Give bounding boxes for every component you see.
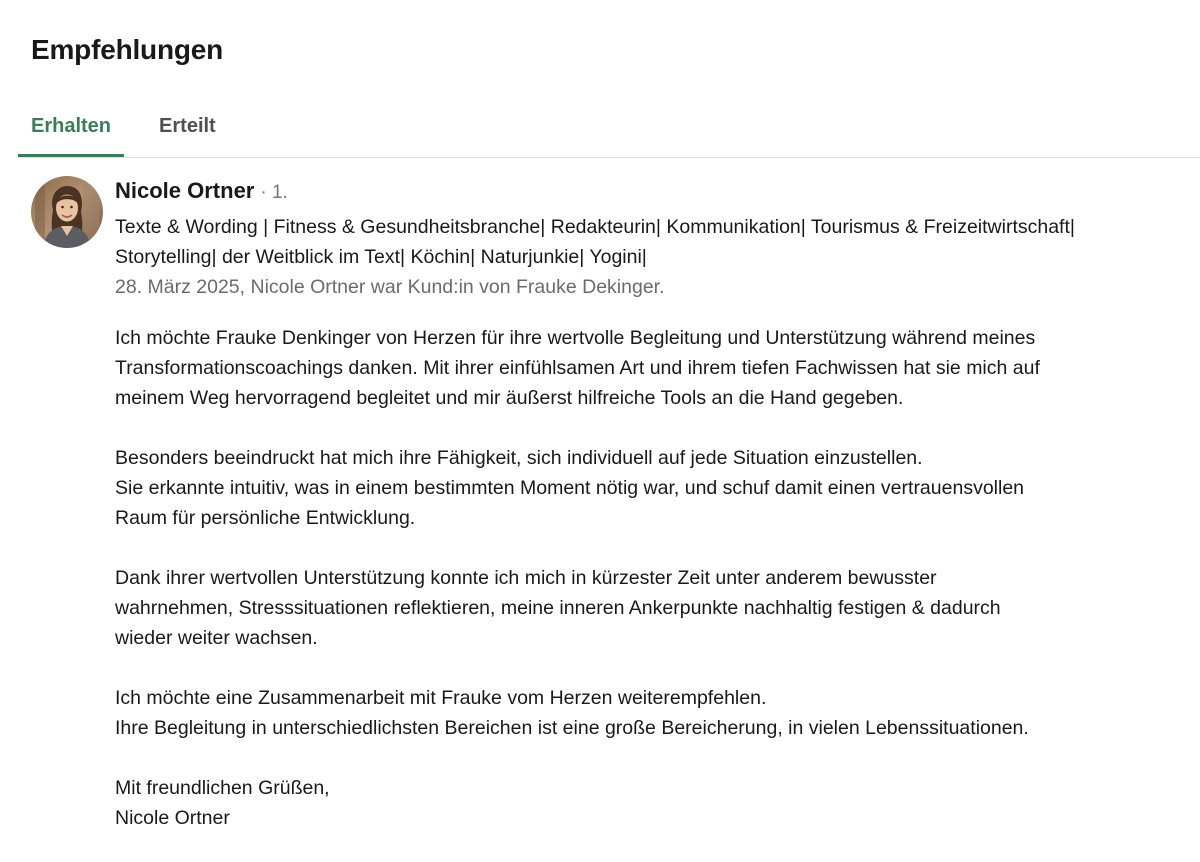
text-line: wieder weiter wachsen. [115, 627, 318, 649]
recommendation-signature [115, 773, 1175, 833]
text-line: Besonders beeindruckt hat mich ihre Fähigkeit, sich individuell auf jede Situation einzustellen. [115, 447, 923, 469]
recommender-headline [115, 212, 1175, 272]
connection-degree: · 1. [260, 182, 288, 203]
text-line: Ich möchte Frauke Denkinger von Herzen für ihre wertvolle Begleitung und Unterstützung während meines [115, 327, 1036, 349]
recommendation-date-relation: 28. März 2025, Nicole Ortner war Kund:in von Frauke Dekinger. [115, 276, 665, 298]
tab-received[interactable]: Erhalten [18, 96, 124, 157]
recommendation-paragraph [115, 683, 1175, 743]
text-line: Dank ihrer wertvollen Unterstützung konnte ich mich in kürzester Zeit unter anderem bewusster [115, 567, 937, 589]
recommendation-paragraph [115, 563, 1175, 653]
text-line: meinem Weg hervorragend begleitet und mir äußerst hilfreiche Tools an die Hand gegeben. [115, 387, 904, 409]
recommendation-body [115, 176, 1175, 833]
text-line: Mit freundlichen Grüßen, [115, 777, 330, 799]
text-line: wahrnehmen, Stresssituationen reflektieren, meine inneren Ankerpunkte nachhaltig festigen & dadurch [115, 597, 1001, 619]
text-line: Ihre Begleitung in unterschiedlichsten Bereichen ist eine große Bereicherung, in vielen Lebenssituationen. [115, 717, 1029, 739]
avatar[interactable] [31, 176, 103, 248]
profile-photo-icon [31, 176, 103, 248]
tab-given[interactable]: Erteilt [159, 115, 216, 137]
recommendation-paragraph [115, 443, 1175, 533]
headline-line: Texte & Wording | Fitness & Gesundheitsbranche| Redakteurin| Kommunikation| Tourismus & [115, 216, 919, 238]
headline-line: Freizeitwirtschaft| Storytelling| der Weitblick im Text| Köchin| Naturjunkie| Yogini| [115, 216, 1075, 268]
text-line: Raum für persönliche Entwicklung. [115, 507, 416, 529]
text-line: Sie erkannte intuitiv, was in einem bestimmten Moment nötig war, und schuf damit einen vertrauensvollen [115, 477, 1025, 499]
recommendation-text [115, 323, 1175, 833]
text-line: Transformationscoachings danken. Mit ihrer einfühlsamen Art und ihrem tiefen Fachwissen hat sie mich auf [115, 357, 1040, 379]
tabs-divider [18, 157, 1200, 158]
recommender-line [115, 176, 1175, 212]
text-line: Nicole Ortner [115, 807, 230, 829]
section-title: Empfehlungen [31, 34, 224, 65]
text-line: Ich möchte eine Zusammenarbeit mit Frauke vom Herzen weiterempfehlen. [115, 687, 767, 709]
recommendation-paragraph [115, 323, 1175, 413]
recommender-name[interactable]: Nicole Ortner [115, 178, 255, 203]
recommendation-tabs [18, 96, 229, 158]
